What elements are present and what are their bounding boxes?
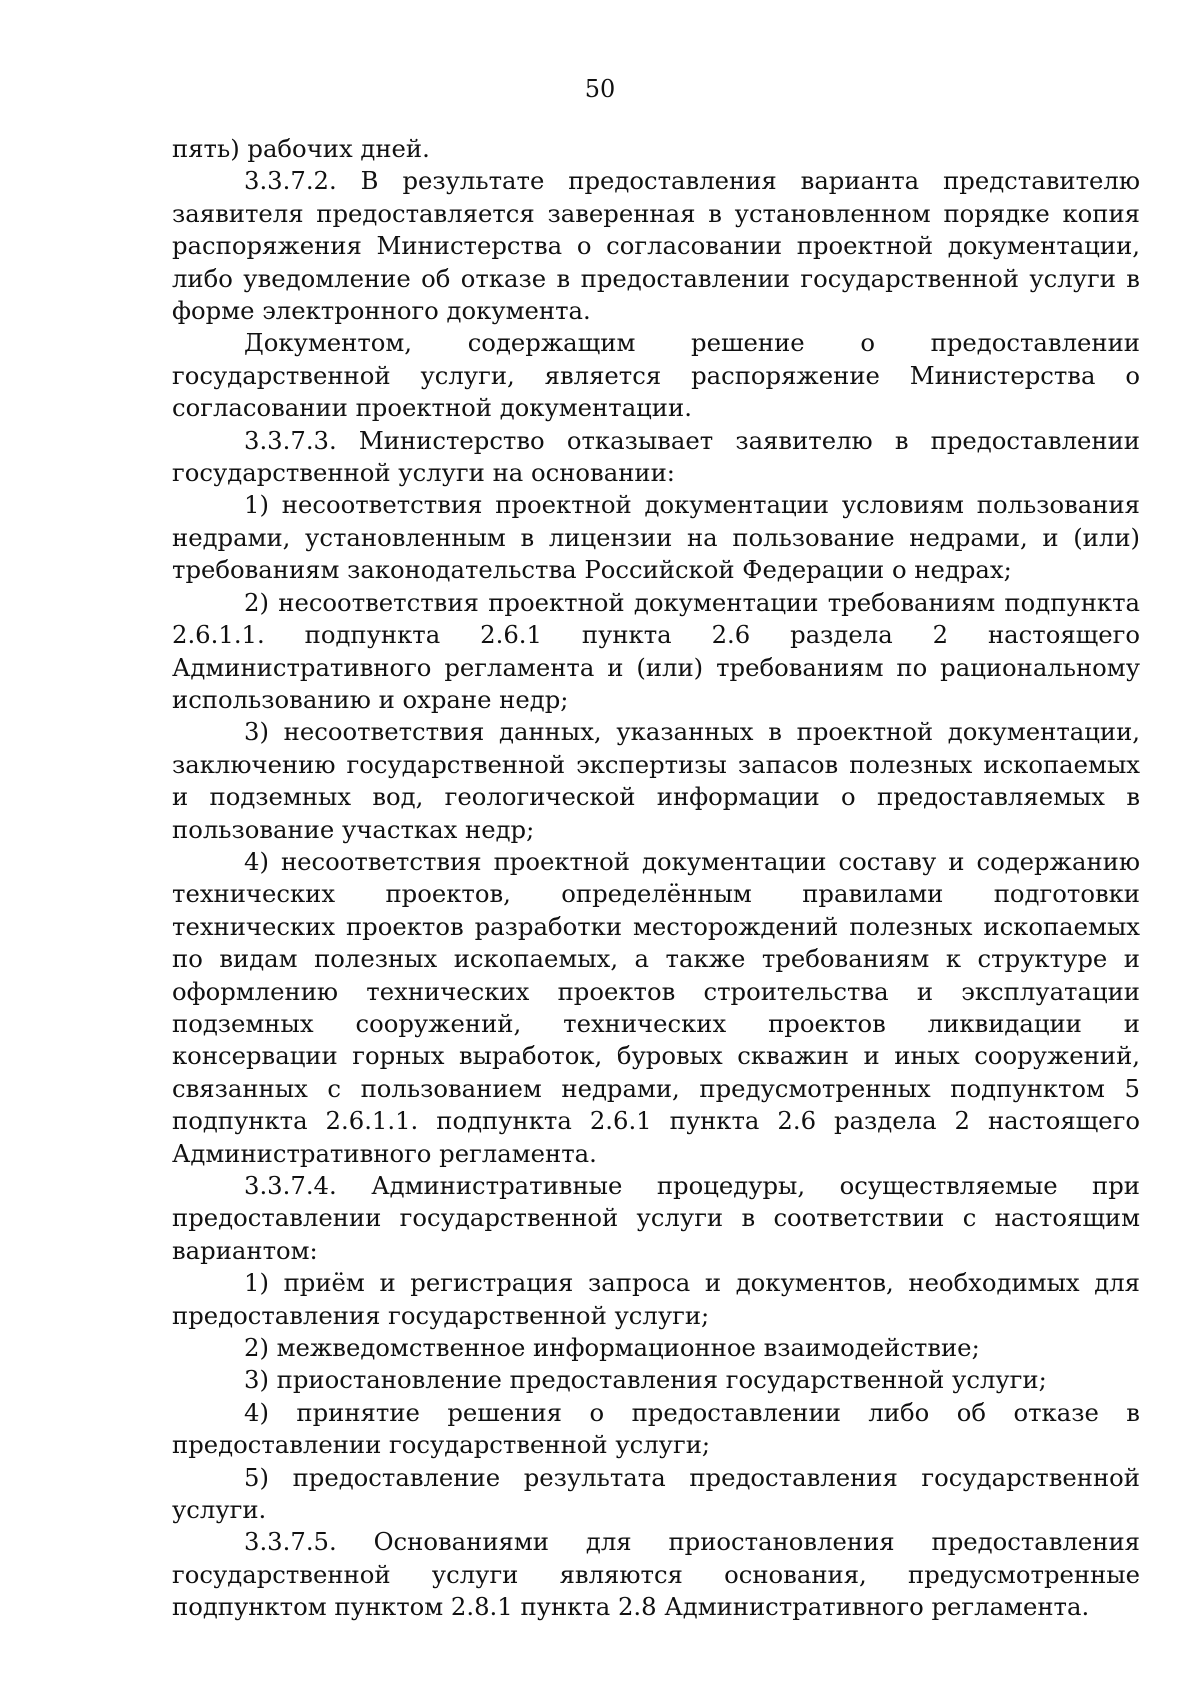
refusal-ground-4: 4) несоответствия проектной документации составу и содержанию технических проектов, определённым правилами подготовки технических проектов разработки месторождений полезных ископаемых по видам полезных ископаемых, а также требованиям к структуре и оформлению технических проектов строительства и эксплуатации подземных сооружений, технических проектов ликвидации и консервации горных выработок, буровых скважин и иных сооружений, связанных с пользованием недрами, предусмотренных подпунктом 5 подпункта 2.6.1.1. подпункта 2.6.1 пункта 2.6 раздела 2 настоящего Административного регламента. xyxy=(172,846,1140,1168)
paragraph-3-3-7-2: 3.3.7.2. В результате предоставления варианта представителю заявителя предоставляется заверенная в установленном порядке копия распоряжения Министерства о согласовании проектной документации, либо уведомление об отказе в предоставлении государственной услуги в форме электронного документа. xyxy=(172,166,1140,326)
refusal-ground-3: 3) несоответствия данных, указанных в проектной документации, заключению государственной экспертизы запасов полезных ископаемых и подземных вод, геологической информации о предоставляемых в пользование участках недр; xyxy=(172,717,1140,844)
procedure-item-4: 4) принятие решения о предоставлении либо об отказе в предоставлении государственной услуги; xyxy=(172,1397,1140,1460)
refusal-ground-1: 1) несоответствия проектной документации условиям пользования недрами, установленным в лицензии на пользование недрами, и (или) требованиям законодательства Российской Федерации о недрах; xyxy=(172,490,1140,585)
page-number: 50 xyxy=(584,75,616,103)
procedure-item-5: 5) предоставление результата предоставления государственной услуги. xyxy=(172,1462,1140,1525)
document-body xyxy=(172,133,1140,1624)
paragraph-decision-document: Документом, содержащим решение о предоставлении государственной услуги, является распоряжение Министерства о согласовании проектной документации. xyxy=(172,328,1140,423)
procedure-item-3: 3) приостановление предоставления государственной услуги; xyxy=(244,1365,1047,1395)
procedure-item-1: 1) приём и регистрация запроса и документов, необходимых для предоставления государственной услуги; xyxy=(172,1268,1140,1330)
paragraph-3-3-7-3: 3.3.7.3. Министерство отказывает заявителю в предоставлении государственной услуги на основании: xyxy=(172,425,1140,488)
paragraph-3-3-7-4: 3.3.7.4. Административные процедуры, осуществляемые при предоставлении государственной услуги в соответствии с настоящим вариантом: xyxy=(172,1171,1140,1265)
refusal-ground-2: 2) несоответствия проектной документации требованиям подпункта 2.6.1.1. подпункта 2.6.1 пункта 2.6 раздела 2 настоящего Административного регламента и (или) требованиям по рациональному использованию и охране недр; xyxy=(172,587,1140,714)
paragraph-3-3-7-5: 3.3.7.5. Основаниями для приостановления предоставления государственной услуги являются основания, предусмотренные подпунктом пунктом 2.8.1 пункта 2.8 Административного регламента. xyxy=(172,1527,1140,1622)
paragraph-continuation: пять) рабочих дней. xyxy=(172,134,430,163)
procedure-item-2: 2) межведомственное информационное взаимодействие; xyxy=(244,1333,980,1363)
